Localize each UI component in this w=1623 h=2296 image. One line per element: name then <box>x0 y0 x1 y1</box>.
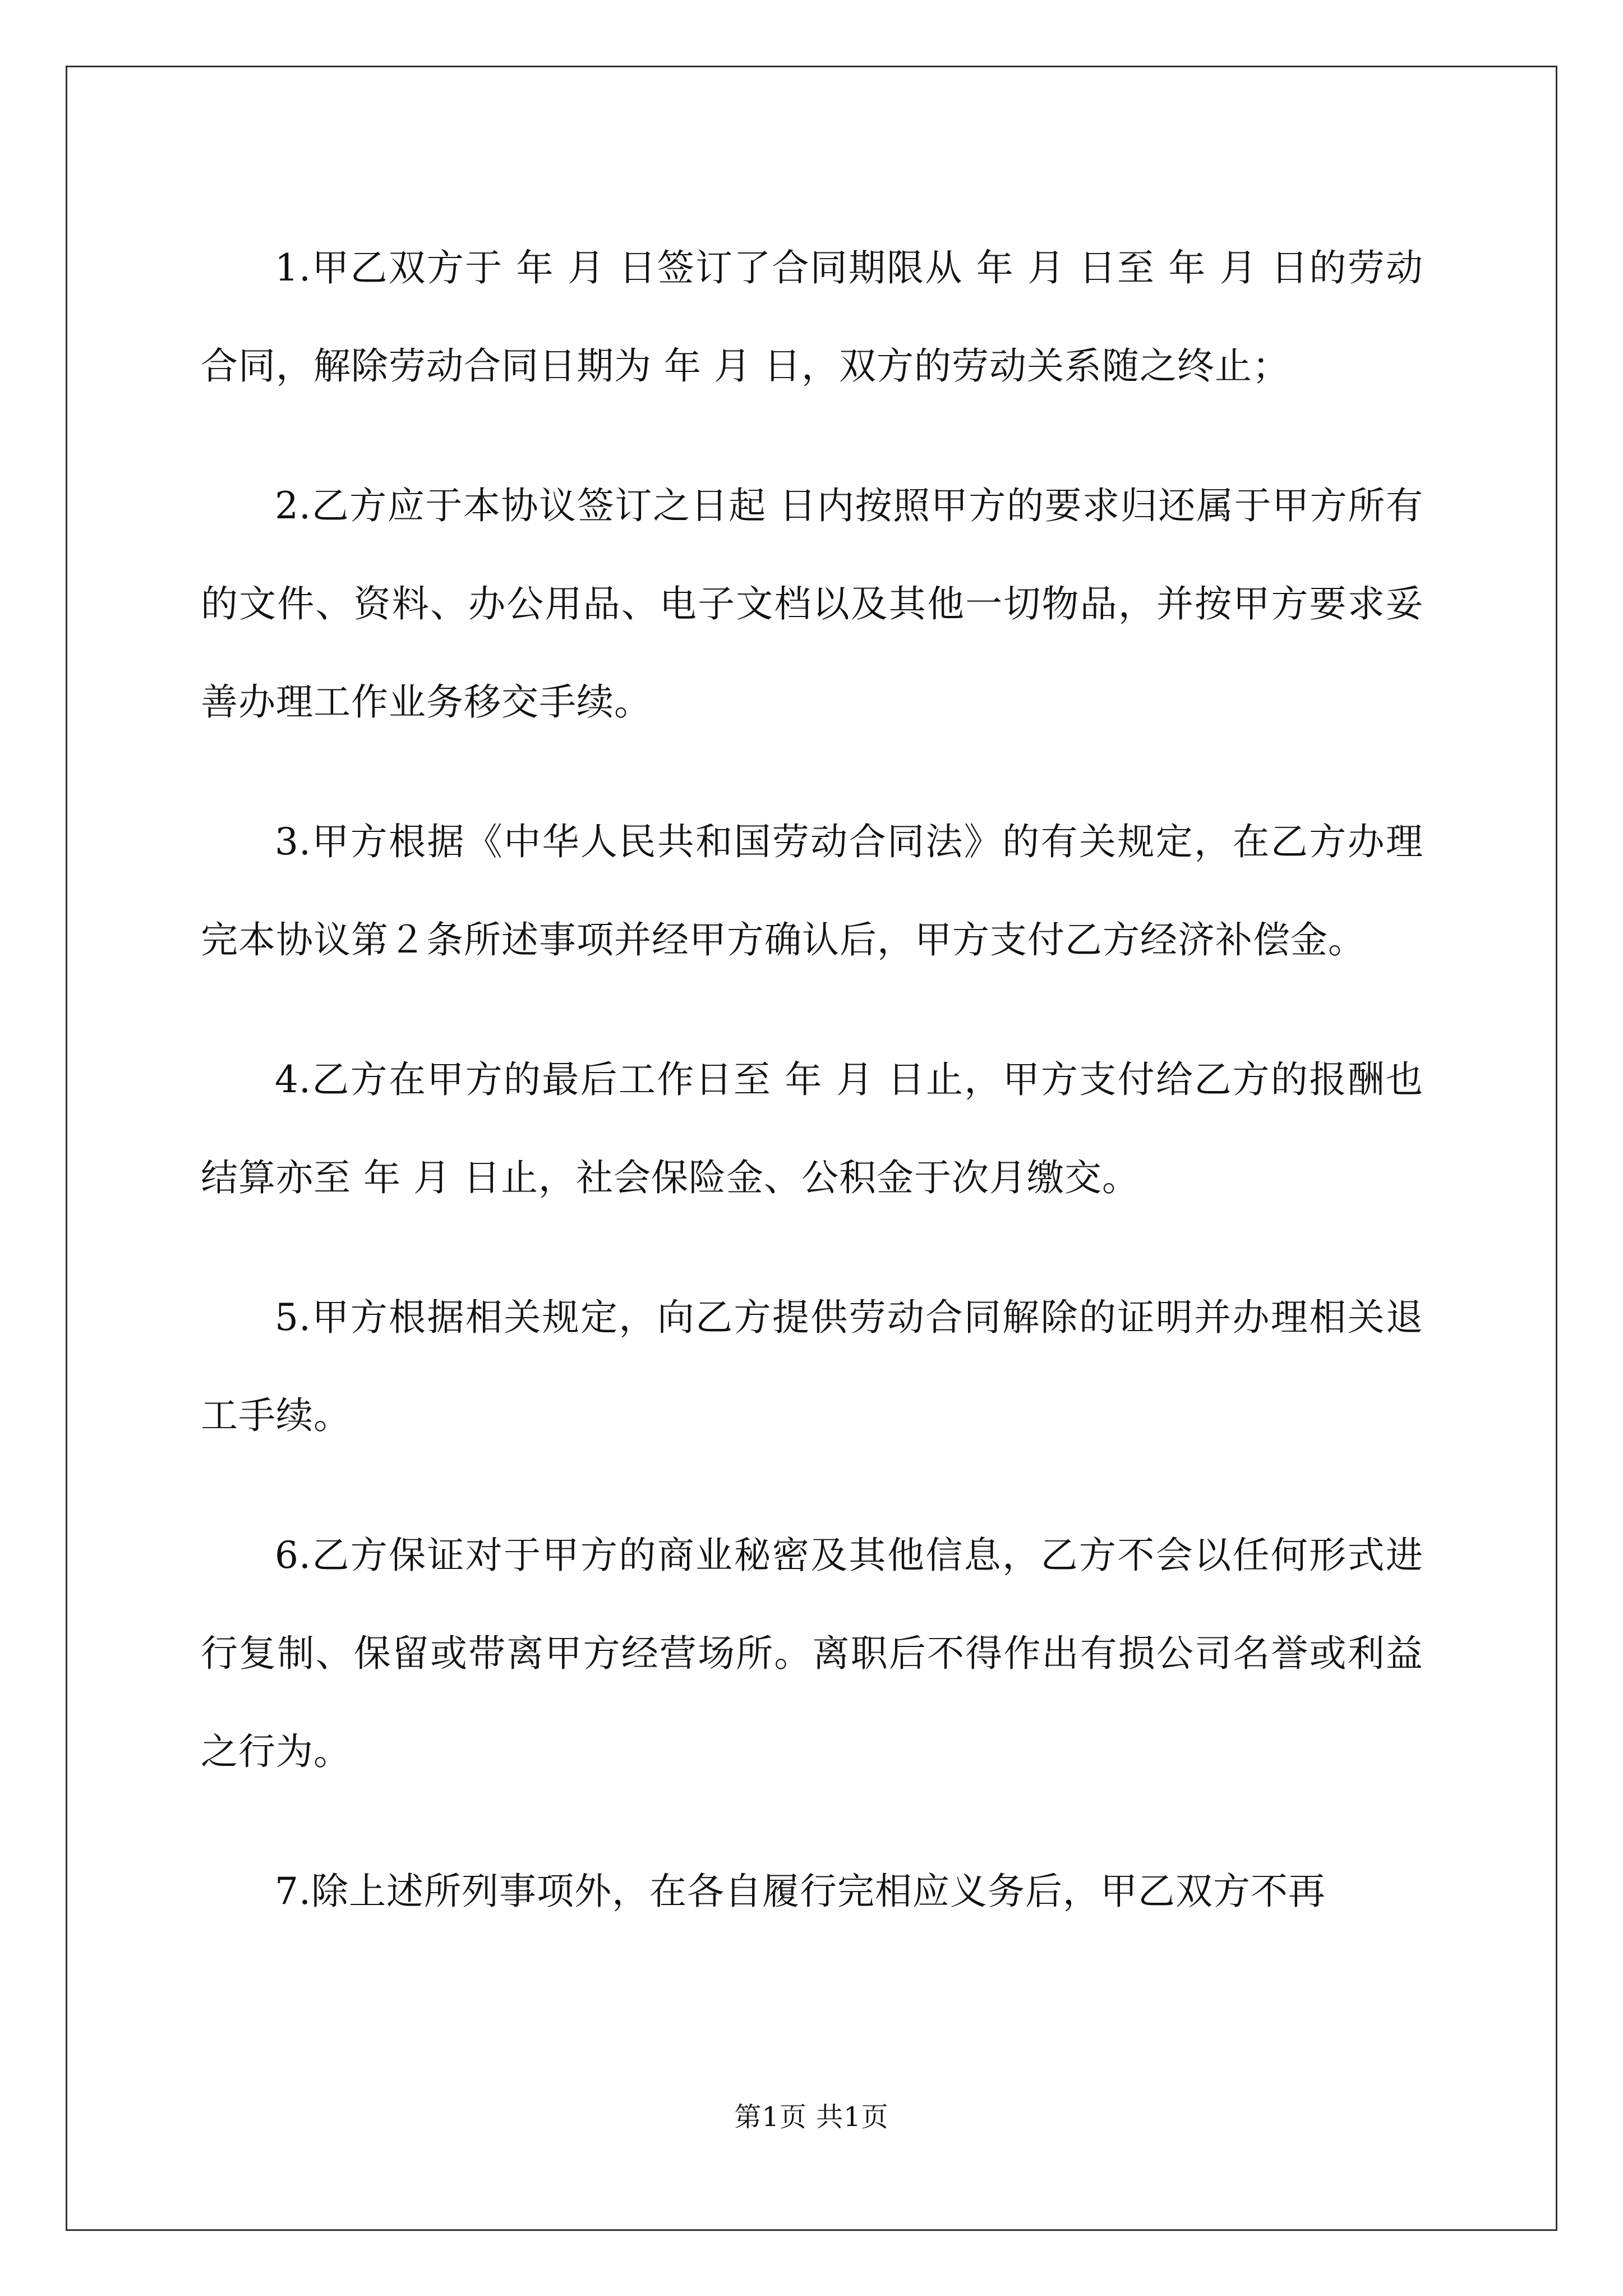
clause-7: 7.除上述所列事项外，在各自履行完相应义务后，甲乙双方不再 <box>275 1870 1326 1913</box>
clause-6: 6.乙方保证对于甲方的商业秘密及其他信息，乙方不会以任何形式进行复制、保留或带离甲方经营场所。离职后不得作出有损公司名誉或利益之行为。 <box>201 1534 1423 1773</box>
clause-1: 1.甲乙双方于 年 月 日签订了合同期限从 年 月 日至 年 月 日的劳动合同，解除劳动合同日期为 年 月 日，双方的劳动关系随之终止； <box>201 246 1423 388</box>
page-number-footer: 第1页 共1页 <box>734 2101 889 2133</box>
document-body <box>201 219 1423 1982</box>
clause-5: 5.甲方根据相关规定，向乙方提供劳动合同解除的证明并办理相关退工手续。 <box>201 1296 1423 1437</box>
clause-4: 4.乙方在甲方的最后工作日至 年 月 日止，甲方支付给乙方的报酬也结算亦至 年 月 日止，社会保险金、公积金于次月缴交。 <box>201 1058 1423 1199</box>
clause-3: 3.甲方根据《中华人民共和国劳动合同法》的有关规定，在乙方办理完本协议第２条所述事项并经甲方确认后，甲方支付乙方经济补偿金。 <box>201 820 1423 961</box>
clause-2: 2.乙方应于本协议签订之日起 日内按照甲方的要求归还属于甲方所有的文件、资料、办公用品、电子文档以及其他一切物品，并按甲方要求妥善办理工作业务移交手续。 <box>201 484 1423 724</box>
